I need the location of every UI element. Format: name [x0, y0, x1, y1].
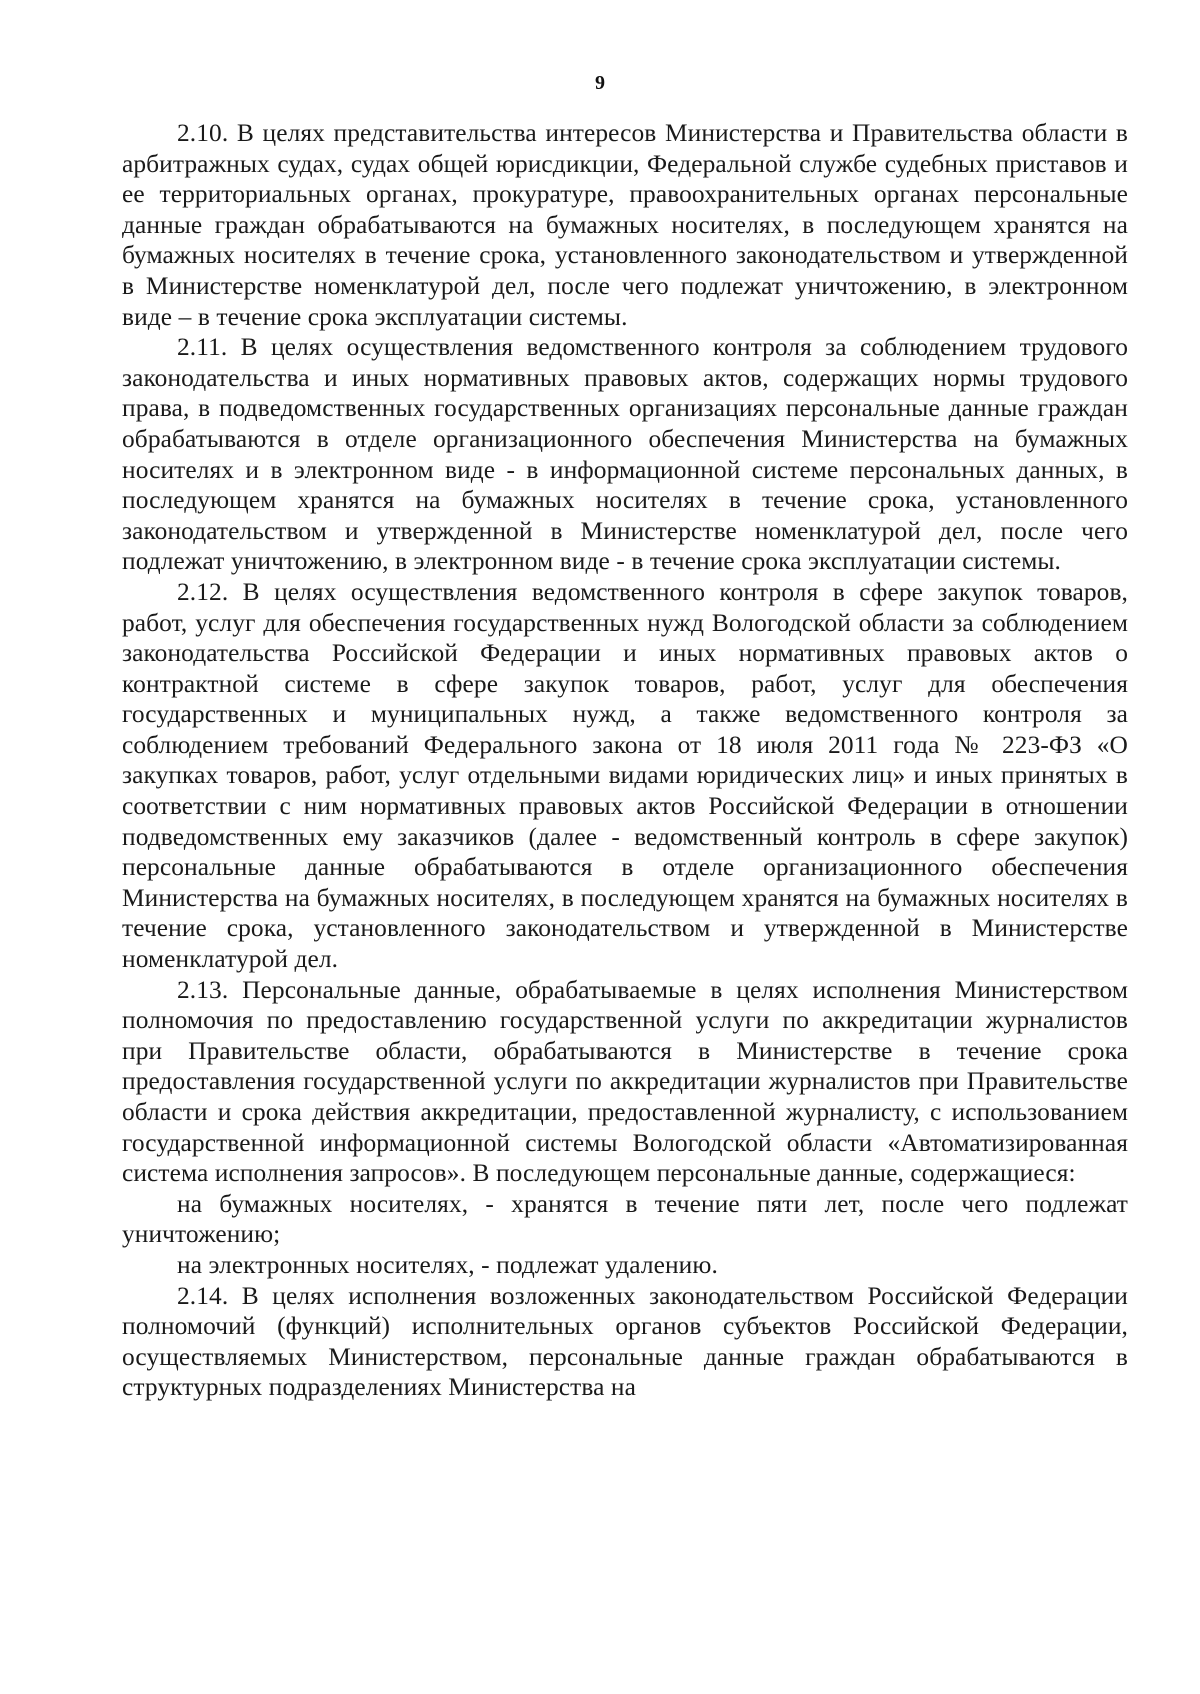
paragraph-paper-media: на бумажных носителях, - хранятся в течение пяти лет, после чего подлежат уничтожению;	[122, 1189, 1128, 1249]
paragraph-2-10: 2.10. В целях представительства интересов Министерства и Правительства области в арбитражных судах, судах общей юрисдикции, Федеральной службе судебных приставов и ее территориальных органах, прокуратуре, правоохранительных органах персональные данные граждан обрабатываются на бумажных носителях, в последующем хранятся на бумажных носителях в течение срока, установленного законодательством и утвержденной в Министерстве номенклатурой дел, после чего подлежат уничтожению, в электронном виде – в течение срока эксплуатации системы.	[122, 119, 1128, 331]
paragraph-2-14: 2.14. В целях исполнения возложенных законодательством Российской Федерации полномочий (функций) исполнительных органов субъектов Российской Федерации, осуществляемых Министерством, персональные данные граждан обрабатываются в структурных подразделениях Министерства на	[122, 1281, 1128, 1402]
paragraph-2-12: 2.12. В целях осуществления ведомственного контроля в сфере закупок товаров, работ, услуг для обеспечения государственных нужд Вологодской области за соблюдением законодательства Российской Федерации и иных нормативных правовых актов о контрактной системе в сфере закупок товаров, работ, услуг для обеспечения государственных и муниципальных нужд, а также ведомственного контроля за соблюдением требований Федерального закона от 18 июля 2011 года № 223-ФЗ «О закупках товаров, работ, услуг отдельными видами юридических лиц» и иных принятых в соответствии с ним нормативных правовых актов Российской Федерации в отношении подведомственных ему заказчиков (далее - ведомственный контроль в сфере закупок) персональные данные обрабатываются в отделе организационного обеспечения Министерства на бумажных носителях, в последующем хранятся на бумажных носителях в течение срока, установленного законодательством и утвержденной в Министерстве номенклатурой дел.	[122, 577, 1128, 974]
paragraph-2-11: 2.11. В целях осуществления ведомственного контроля за соблюдением трудового законодательства и иных нормативных правовых актов, содержащих нормы трудового права, в подведомственных государственных организациях персональные данные граждан обрабатываются в отделе организационного обеспечения Министерства на бумажных носителях и в электронном виде - в информационной системе персональных данных, в последующем хранятся на бумажных носителях в течение срока, установленного законодательством и утвержденной в Министерстве номенклатурой дел, после чего подлежат уничтожению, в электронном виде - в течение срока эксплуатации системы.	[122, 333, 1128, 576]
paragraph-electronic-media: на электронных носителях, - подлежат удалению.	[177, 1250, 718, 1279]
page-number: 9	[595, 72, 605, 94]
paragraph-2-13: 2.13. Персональные данные, обрабатываемые в целях исполнения Министерством полномочия по предоставлению государственной услуги по аккредитации журналистов при Правительстве области, обрабатываются в Министерстве в течение срока предоставления государственной услуги по аккредитации журналистов при Правительстве области и срока действия аккредитации, предоставленной журналисту, с использованием государственной информационной системы Вологодской области «Автоматизированная система исполнения запросов». В последующем персональные данные, содержащиеся:	[122, 975, 1128, 1188]
document-body	[122, 118, 1128, 1403]
